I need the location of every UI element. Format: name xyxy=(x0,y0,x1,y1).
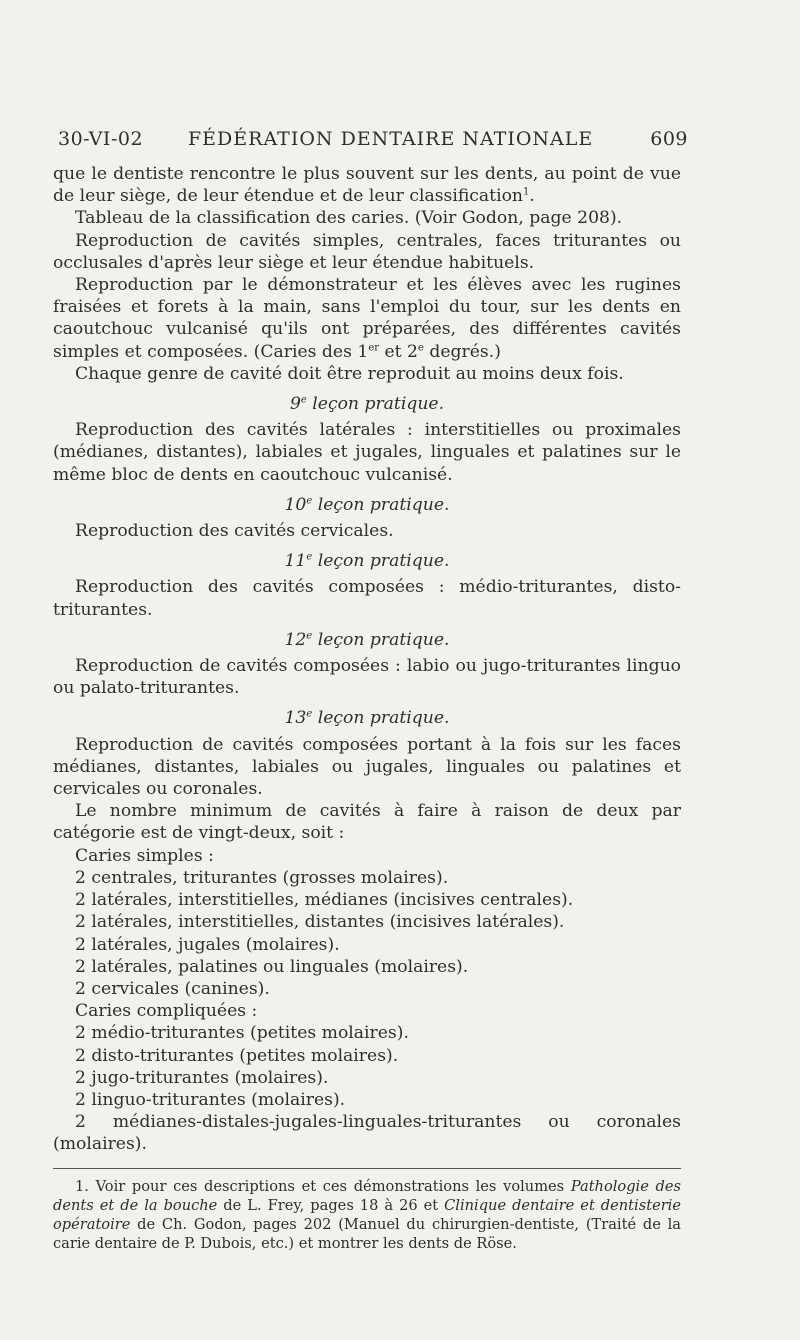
list-item: 2 latérales, interstitielles, distantes (incisives latérales). xyxy=(75,912,565,933)
header-date: 30-VI-02 xyxy=(58,128,144,150)
paragraph: Reproduction de cavités simples, centrales, faces triturantes ou occlusales d'après leur siège et leur étendue habituels. xyxy=(53,230,681,273)
list-item: 2 centrales, triturantes (grosses molaires). xyxy=(75,867,449,888)
list-item: 2 médio-triturantes (petites molaires). xyxy=(75,1023,409,1044)
paragraph: Chaque genre de cavité doit être reproduit au moins deux fois. xyxy=(75,363,624,384)
footnote-ref: 1 xyxy=(523,186,530,198)
lesson-heading: 12e leçon pratique. xyxy=(284,629,450,650)
list-item: 2 latérales, palatines ou linguales (molaires). xyxy=(75,956,469,977)
list-item: 2 disto-triturantes (petites molaires). xyxy=(75,1045,399,1066)
lesson-heading: 10e leçon pratique. xyxy=(284,494,450,515)
paragraph: Reproduction des cavités latérales : interstitielles ou proximales (médianes, distantes), labiales et jugales, linguales et palatines sur le même bloc de dents en caoutchouc vulcanisé. xyxy=(53,420,681,485)
paragraph: Reproduction de cavités composées portant à la fois sur les faces médianes, distantes, labiales ou jugales, linguales ou palatines et cervicales ou coronales. xyxy=(53,734,681,800)
lesson-heading: 11e leçon pratique. xyxy=(284,551,450,572)
header-title: FÉDÉRATION DENTAIRE NATIONALE xyxy=(188,128,594,150)
list-item: 2 latérales, jugales (molaires). xyxy=(75,934,340,955)
paragraph: Tableau de la classification des caries. (Voir Godon, page 208). xyxy=(75,208,623,229)
paragraph: que le dentiste rencontre le plus souvent sur les dents, au point de vue de leur siège, de leur étendue et de leur classification$^1$. xyxy=(53,164,681,207)
list-item: 2 médianes-distales-jugales-linguales-triturantes ou coronales (molaires). xyxy=(53,1112,681,1155)
paragraph: Reproduction des cavités cervicales. xyxy=(75,521,394,542)
lesson-heading: 9e leçon pratique. xyxy=(289,394,445,415)
list-item: 2 linguo-triturantes (molaires). xyxy=(75,1089,346,1110)
list-item: 2 latérales, interstitielles, médianes (incisives centrales). xyxy=(75,890,574,911)
page-body xyxy=(53,163,681,1253)
paragraph: Reproduction des cavités composées : médio-triturantes, disto-triturantes. xyxy=(53,577,681,620)
paragraph: Reproduction par le démonstrateur et les élèves avec les rugines fraisées et forets à la main, sans l'emploi du tour, sur les dents en caoutchouc vulcanisé qu'ils ont préparées, des différentes cavités simples et composées. (Caries des 1er et 2e degrés.) xyxy=(53,275,681,362)
page-number: 609 xyxy=(650,128,688,150)
list-heading: Caries compliquées : xyxy=(75,1001,258,1022)
list-item: 2 jugo-triturantes (molaires). xyxy=(75,1067,329,1088)
list-item: 2 cervicales (canines). xyxy=(75,978,270,999)
paragraph: Reproduction de cavités composées : labio ou jugo-triturantes linguo ou palato-triturantes. xyxy=(53,656,681,699)
list-heading: Caries simples : xyxy=(75,845,214,866)
footnote: 1. Voir pour ces descriptions et ces démonstrations les volumes Pathologie des dents et de la bouche de L. Frey, pages 18 à 26 et Clinique dentaire et dentisterie opératoire de Ch. Godon, pages 202 (Manuel du chirurgien-dentiste, (Traité de la carie dentaire de P. Dubois, etc.) et montrer les dents de Röse. xyxy=(53,1177,681,1252)
paragraph: Le nombre minimum de cavités à faire à raison de deux par catégorie est de vingt-deux, soit : xyxy=(53,801,681,844)
footnote-divider xyxy=(53,1168,681,1169)
lesson-heading: 13e leçon pratique. xyxy=(284,708,450,729)
